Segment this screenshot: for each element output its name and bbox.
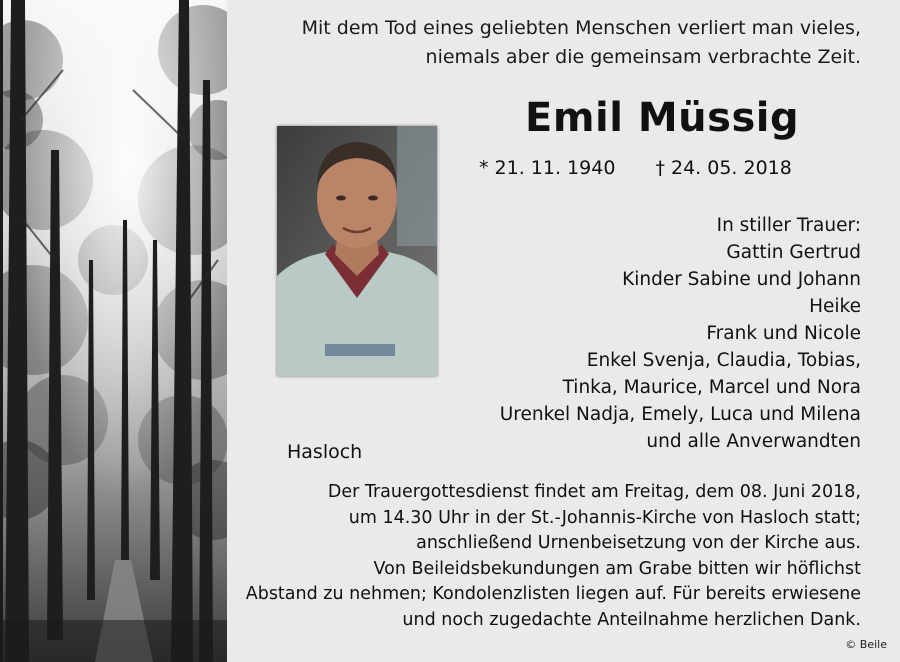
mourner-line: Heike [809,296,861,317]
death-date: † 24. 05. 2018 [655,157,792,179]
mourner-line: Kinder Sabine und Johann [622,269,861,290]
mourner-line: Urenkel Nadja, Emely, Luca und Milena [499,404,861,425]
mourners-heading: In stiller Trauer: [716,215,861,236]
memorial-quote [302,14,861,72]
life-dates [479,154,792,182]
content-panel [227,0,900,662]
mourner-line: Enkel Svenja, Claudia, Tobias, [586,350,861,371]
mourner-line: Gattin Gertrud [726,242,861,263]
quote-line-2: niemals aber die gemeinsam verbrachte Zeit. [425,46,861,68]
service-line: Von Beileidsbekundungen am Grabe bitten wir höflichst [373,558,861,579]
quote-line-1: Mit dem Tod eines geliebten Menschen verliert man vieles, [301,17,861,39]
mourner-line: Tinka, Maurice, Marcel und Nora [562,377,861,398]
service-line: Der Trauergottesdienst findet am Freitag, dem 08. Juni 2018, [327,482,861,502]
place-name: Hasloch [287,441,363,463]
mourners-list [500,212,861,455]
mourner-line: Frank und Nicole [706,323,861,344]
birth-date: * 21. 11. 1940 [479,157,616,179]
deceased-name: Emil Müssig [525,95,800,141]
copyright-notice: © Beile [845,638,887,651]
portrait-photo [277,126,437,376]
service-line: und noch zugedachte Anteilnahme herzlichen Dank. [402,609,861,630]
mourner-line: und alle Anverwandten [646,431,861,452]
service-line: anschließend Urnenbeisetzung von der Kirche aus. [416,533,861,553]
forest-photo [3,0,227,662]
service-line: Abstand zu nehmen; Kondolenzlisten liegen auf. Für bereits erwiesene [245,584,861,604]
service-line: um 14.30 Uhr in der St.-Johannis-Kirche von Hasloch statt; [348,507,861,528]
service-notice [246,480,861,633]
